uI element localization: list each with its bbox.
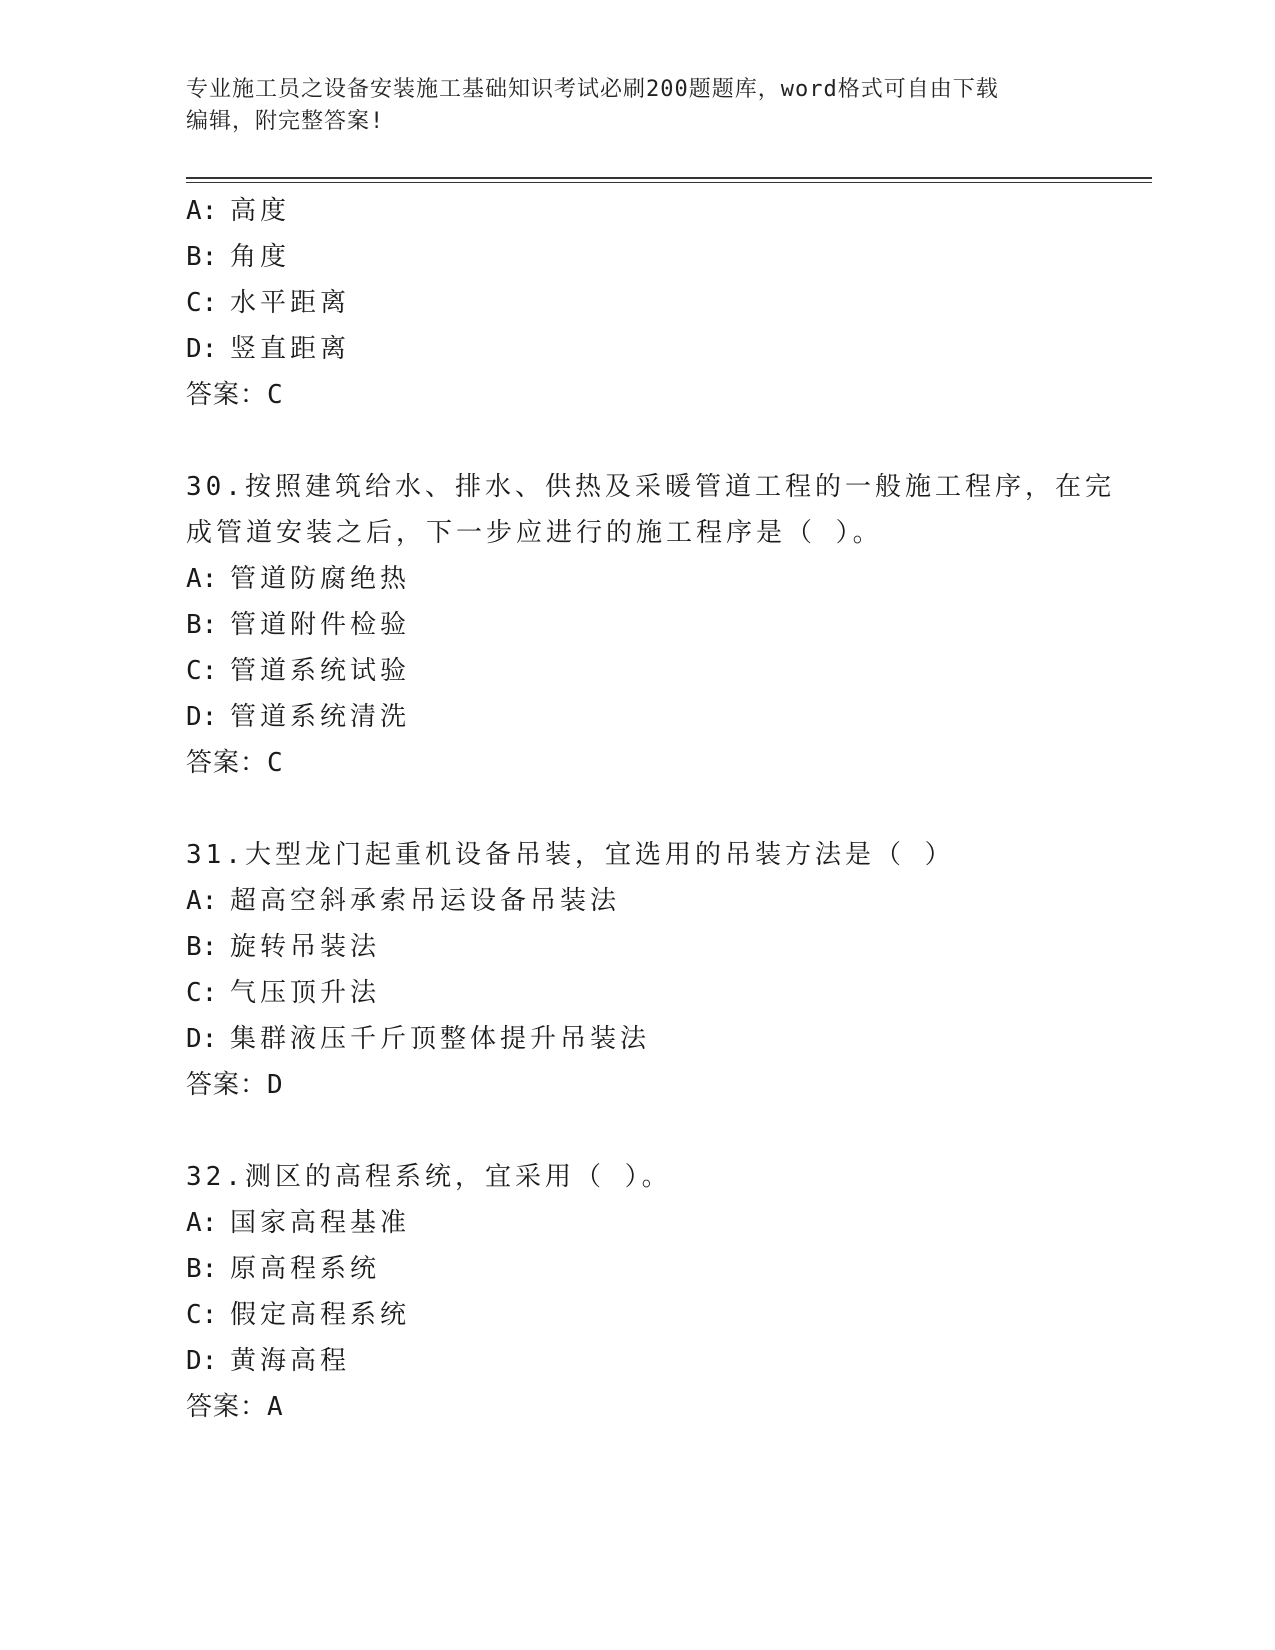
option-b (186, 924, 1152, 970)
option-text: 角度 (230, 242, 291, 272)
option-d (186, 1338, 1152, 1384)
option-text: 管道系统清洗 (230, 702, 411, 732)
option-text: 国家高程基准 (230, 1208, 411, 1238)
option-text: 超高空斜承索吊运设备吊装法 (230, 886, 621, 916)
option-key: D: (186, 1024, 218, 1054)
option-key: C: (186, 656, 218, 686)
option-a (186, 1200, 1152, 1246)
option-d (186, 1016, 1152, 1062)
option-text: 原高程系统 (230, 1254, 381, 1284)
document-header (186, 74, 1086, 138)
option-text: 假定高程系统 (230, 1300, 411, 1330)
question-list (186, 188, 1152, 1430)
option-key: A: (186, 886, 218, 916)
option-key: A: (186, 1208, 218, 1238)
option-key: C: (186, 288, 218, 318)
question-stem-line-1: 30.按照建筑给水、排水、供热及采暖管道工程的一般施工程序，在完 (186, 472, 1115, 502)
option-key: D: (186, 334, 218, 364)
option-text: 管道附件检验 (230, 610, 411, 640)
option-text: 集群液压千斤顶整体提升吊装法 (230, 1024, 651, 1054)
option-key: B: (186, 1254, 218, 1284)
option-text: 黄海高程 (230, 1346, 351, 1376)
question-stem-line-2: 成管道安装之后，下一步应进行的施工程序是（ ）。 (186, 518, 883, 548)
option-text: 竖直距离 (230, 334, 351, 364)
option-a (186, 188, 1152, 234)
option-a (186, 556, 1152, 602)
question-32 (186, 1154, 1152, 1430)
question-31 (186, 832, 1152, 1108)
option-c (186, 1292, 1152, 1338)
answer-line: 答案：C (186, 380, 284, 410)
spacer (186, 1108, 1152, 1154)
option-key: A: (186, 564, 218, 594)
option-text: 气压顶升法 (230, 978, 381, 1008)
option-b (186, 1246, 1152, 1292)
question-29 (186, 188, 1152, 418)
question-30 (186, 464, 1152, 786)
option-b (186, 234, 1152, 280)
option-d (186, 326, 1152, 372)
option-text: 旋转吊装法 (230, 932, 381, 962)
option-d (186, 694, 1152, 740)
option-c (186, 648, 1152, 694)
answer-line: 答案：A (186, 1392, 284, 1422)
option-key: C: (186, 978, 218, 1008)
option-key: C: (186, 1300, 218, 1330)
header-title-line-1: 专业施工员之设备安装施工基础知识考试必刷200题题库，word格式可自由下载 (186, 77, 999, 102)
header-title-line-2: 编辑，附完整答案! (186, 109, 385, 134)
spacer (186, 418, 1152, 464)
option-text: 管道防腐绝热 (230, 564, 411, 594)
option-text: 管道系统试验 (230, 656, 411, 686)
header-divider-thick (186, 177, 1152, 179)
option-a (186, 878, 1152, 924)
option-text: 水平距离 (230, 288, 351, 318)
option-b (186, 602, 1152, 648)
answer-line: 答案：C (186, 748, 284, 778)
option-key: A: (186, 196, 218, 226)
option-c (186, 970, 1152, 1016)
option-key: B: (186, 932, 218, 962)
option-key: D: (186, 1346, 218, 1376)
option-c (186, 280, 1152, 326)
option-key: D: (186, 702, 218, 732)
question-stem-line-1: 31.大型龙门起重机设备吊装，宜选用的吊装方法是（ ） (186, 840, 955, 870)
option-key: B: (186, 242, 218, 272)
option-key: B: (186, 610, 218, 640)
option-text: 高度 (230, 196, 291, 226)
spacer (186, 786, 1152, 832)
question-stem-line-1: 32.测区的高程系统，宜采用（ ）。 (186, 1162, 672, 1192)
answer-line: 答案：D (186, 1070, 284, 1100)
header-divider-thin (186, 182, 1152, 183)
